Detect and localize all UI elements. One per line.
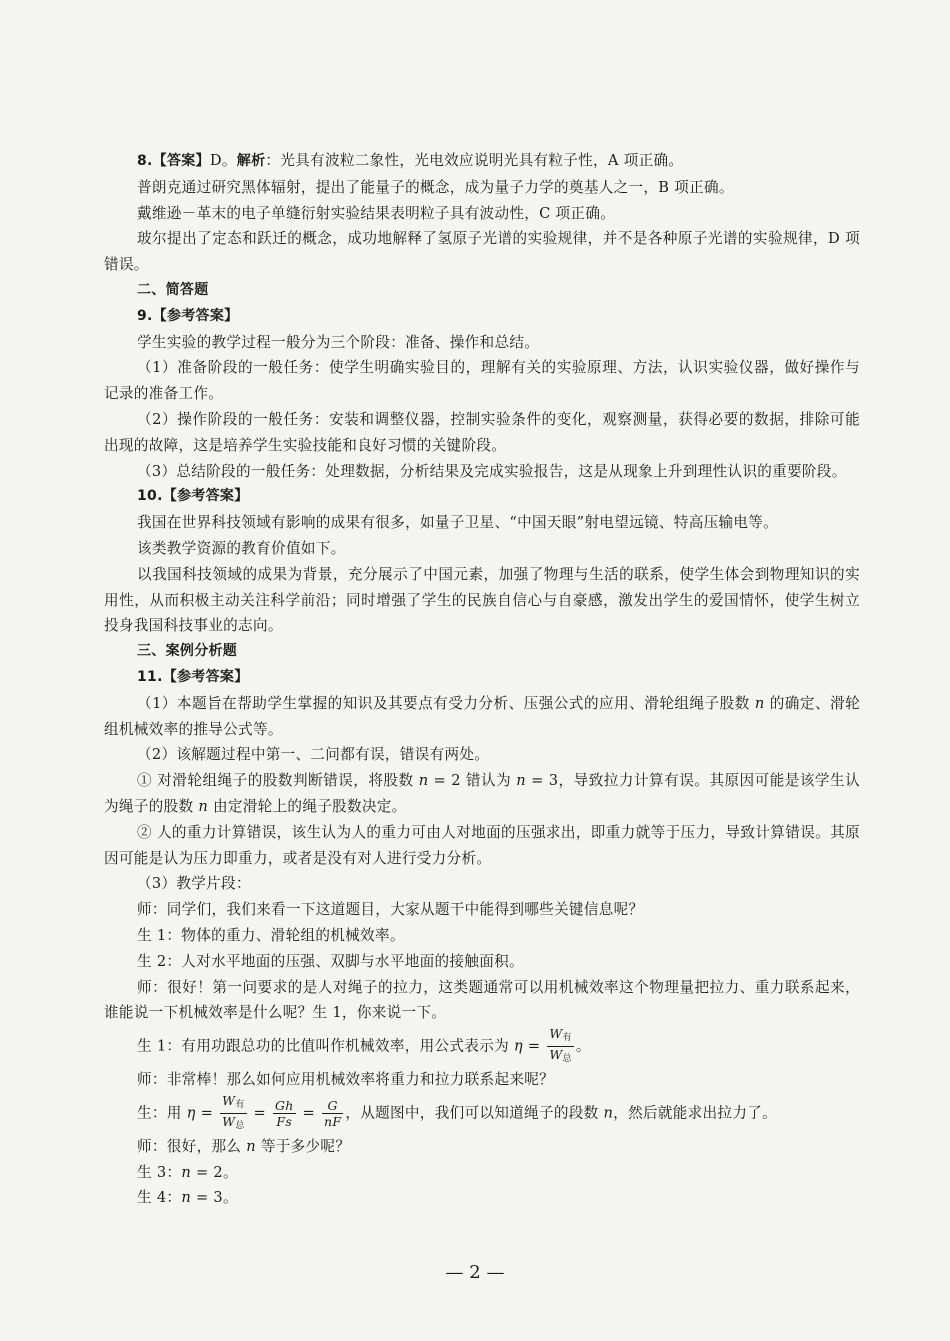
dialogue-2: 生 1：物体的重力、滑轮组的机械效率。 bbox=[137, 926, 405, 944]
variable-n: n bbox=[418, 772, 429, 790]
fraction-numerator bbox=[220, 1093, 246, 1114]
dialogue-10-speaker: 生 4： bbox=[137, 1189, 182, 1207]
q10-label: 10.【参考答案】 bbox=[137, 488, 249, 505]
q11-p3-text-d: 由定滑轮上的绳子股数决定。 bbox=[208, 797, 407, 815]
subscript-you: 有 bbox=[562, 1033, 572, 1044]
fraction-denominator: Fs bbox=[276, 1113, 293, 1129]
variable-n: n bbox=[181, 1163, 192, 1181]
q8-paragraph bbox=[104, 148, 860, 175]
efficiency-fraction bbox=[547, 1026, 573, 1067]
q9-intro: 学生实验的教学过程一般分为三个阶段：准备、操作和总结。 bbox=[137, 333, 540, 351]
subscript-you: 有 bbox=[235, 1099, 245, 1110]
q11-p1-text-a: （1）本题旨在帮助学生掌握的知识及其要点有受力分析、压强公式的应用、滑轮组绳子股数 bbox=[137, 694, 755, 712]
q11-p1 bbox=[104, 691, 860, 743]
q11-p3-text-a: ① 对滑轮组绳子的股数判断错误，将股数 bbox=[137, 772, 419, 790]
q10-line3: 以我国科技领域的成果为背景，充分展示了中国元素，加强了物理与生活的联系，使学生体会到物理知识的实用性，从而积极主动关注科学前沿；同时增强了学生的民族自信心与自豪感，激发出学生的爱国情怀，使学生树立投身我国科技事业的志向。 bbox=[104, 565, 860, 635]
dialogue-7-text-c: ，然后就能求出拉力了。 bbox=[613, 1104, 778, 1122]
fraction-numerator: G bbox=[322, 1098, 343, 1114]
dialogue-5-text: 生 1：有用功跟总功的比值叫作机械效率，用公式表示为 bbox=[137, 1037, 514, 1055]
dialogue-3: 生 2：人对水平地面的压强、双脚与水平地面的接触面积。 bbox=[137, 952, 524, 970]
fraction-denominator bbox=[220, 1114, 246, 1134]
q10-line1: 我国在世界科技领域有影响的成果有很多，如量子卫星、“中国天眼”射电望远镜、特高压输电等。 bbox=[137, 514, 779, 532]
dialogue-4: 师：很好！第一问要求的是人对绳子的拉力，这类题通常可以用机械效率这个物理量把拉力、重力联系起来，谁能说一下机械效率是什么呢？生 1，你来说一下。 bbox=[104, 978, 860, 1022]
dialogue-5-end: 。 bbox=[575, 1037, 591, 1055]
q8-line4: 玻尔提出了定态和跃迁的概念，成功地解释了氢原子光谱的实验规律，并不是各种原子光谱的实验规律，D 项错误。 bbox=[104, 230, 860, 274]
q11-p3-text-b: = 2 错认为 bbox=[428, 772, 517, 790]
fraction-w bbox=[220, 1093, 246, 1134]
W-symbol: W bbox=[549, 1047, 563, 1063]
q8-answer: D。 bbox=[209, 152, 237, 169]
fraction-numerator: Gh bbox=[274, 1097, 294, 1113]
dialogue-10 bbox=[104, 1185, 860, 1211]
q9-item2: （2）操作阶段的一般任务：安装和调整仪器，控制实验条件的变化，观察测量，获得必要的数据，排除可能出现的故障，这是培养学生实验技能和良好习惯的关键阶段。 bbox=[104, 410, 860, 454]
q8-line2: 普朗克通过研究黑体辐射，提出了能量子的概念，成为量子力学的奠基人之一，B 项正确。 bbox=[137, 178, 734, 196]
section2-title: 二、简答题 bbox=[137, 281, 209, 298]
equals-sign: = bbox=[522, 1037, 546, 1055]
q11-p3 bbox=[104, 768, 860, 820]
section3-title: 三、案例分析题 bbox=[137, 643, 238, 660]
fraction-denominator: nF bbox=[324, 1113, 342, 1129]
q11-p5: （3）教学片段： bbox=[137, 875, 251, 893]
variable-n: n bbox=[603, 1104, 614, 1122]
q11-label: 11.【参考答案】 bbox=[137, 668, 249, 685]
dialogue-8-text-a: 师：很好，那么 bbox=[137, 1137, 247, 1155]
page-content bbox=[104, 148, 860, 1211]
W-symbol: W bbox=[222, 1092, 236, 1108]
dialogue-10-value: = 3。 bbox=[191, 1189, 238, 1207]
dialogue-9-value: = 2。 bbox=[191, 1163, 238, 1181]
q8-line3: 戴维逊－革末的电子单缝衍射实验结果表明粒子具有波动性，C 项正确。 bbox=[137, 204, 616, 222]
variable-n: n bbox=[181, 1189, 192, 1207]
fraction-numerator bbox=[547, 1026, 573, 1047]
dialogue-1: 师：同学们，我们来看一下这道题目，大家从题干中能得到哪些关键信息呢？ bbox=[137, 901, 644, 919]
q11-p2: （2）该解题过程中第一、二问都有误，错误有两处。 bbox=[137, 746, 490, 764]
q9-label: 9.【参考答案】 bbox=[137, 307, 239, 324]
subscript-zong: 总 bbox=[562, 1054, 572, 1065]
page-number: — 2 — bbox=[445, 1262, 505, 1283]
q11-p4: ② 人的重力计算错误，该生认为人的重力可由人对地面的压强求出，即重力就等于压力，导致计算错误。其原因可能是认为压力即重力，或者是没有对人进行受力分析。 bbox=[104, 823, 860, 867]
equals-sign: = bbox=[195, 1104, 219, 1122]
q11-p3-text-c: = 3，导致拉力计算有误。其原因可能是该学生认为绳子的股数 bbox=[104, 772, 860, 815]
fraction-gh-fs bbox=[273, 1098, 296, 1129]
q10-line2: 该类教学资源的教育价值如下。 bbox=[137, 539, 346, 557]
equals-sign: = bbox=[297, 1104, 320, 1122]
q9-item1: （1）准备阶段的一般任务：使学生明确实验目的，理解有关的实验原理、方法，认识实验仪器，做好操作与记录的准备工作。 bbox=[104, 359, 860, 403]
fraction-g-nf bbox=[322, 1098, 343, 1129]
dialogue-7-text-b: ，从题图中，我们可以知道绳子的段数 bbox=[345, 1104, 604, 1122]
equals-sign: = bbox=[248, 1104, 271, 1122]
dialogue-7-text-a: 生：用 bbox=[137, 1104, 187, 1122]
q8-analysis-label: 解析 bbox=[236, 153, 266, 169]
dialogue-6: 师：非常棒！那么如何应用机械效率将重力和拉力联系起来呢？ bbox=[137, 1071, 555, 1089]
eta-symbol: η bbox=[186, 1104, 196, 1122]
W-symbol: W bbox=[549, 1026, 563, 1042]
dialogue-9 bbox=[104, 1160, 860, 1186]
variable-n: n bbox=[516, 772, 526, 790]
q8-line1: ：光具有波粒二象性，光电效应说明光具有粒子性，A 项正确。 bbox=[265, 152, 684, 169]
q11-p1-text-b: 的确定、滑轮组机械效率的推导公式等。 bbox=[104, 694, 860, 738]
dialogue-7 bbox=[104, 1093, 860, 1134]
dialogue-8 bbox=[104, 1134, 860, 1160]
variable-n: n bbox=[198, 797, 209, 815]
variable-n: n bbox=[754, 694, 765, 712]
dialogue-5 bbox=[104, 1026, 860, 1067]
W-symbol: W bbox=[222, 1113, 236, 1129]
q8-label: 8.【答案】 bbox=[137, 153, 210, 169]
fraction-denominator bbox=[547, 1047, 573, 1067]
q9-item3: （3）总结阶段的一般任务：处理数据，分析结果及完成实验报告，这是从现象上升到理性认识的重要阶段。 bbox=[137, 462, 847, 480]
eta-symbol: η bbox=[513, 1037, 523, 1055]
variable-n: n bbox=[246, 1137, 256, 1155]
subscript-zong: 总 bbox=[235, 1120, 245, 1131]
dialogue-8-text-b: 等于多少呢？ bbox=[255, 1137, 351, 1155]
dialogue-9-speaker: 生 3： bbox=[137, 1163, 182, 1181]
